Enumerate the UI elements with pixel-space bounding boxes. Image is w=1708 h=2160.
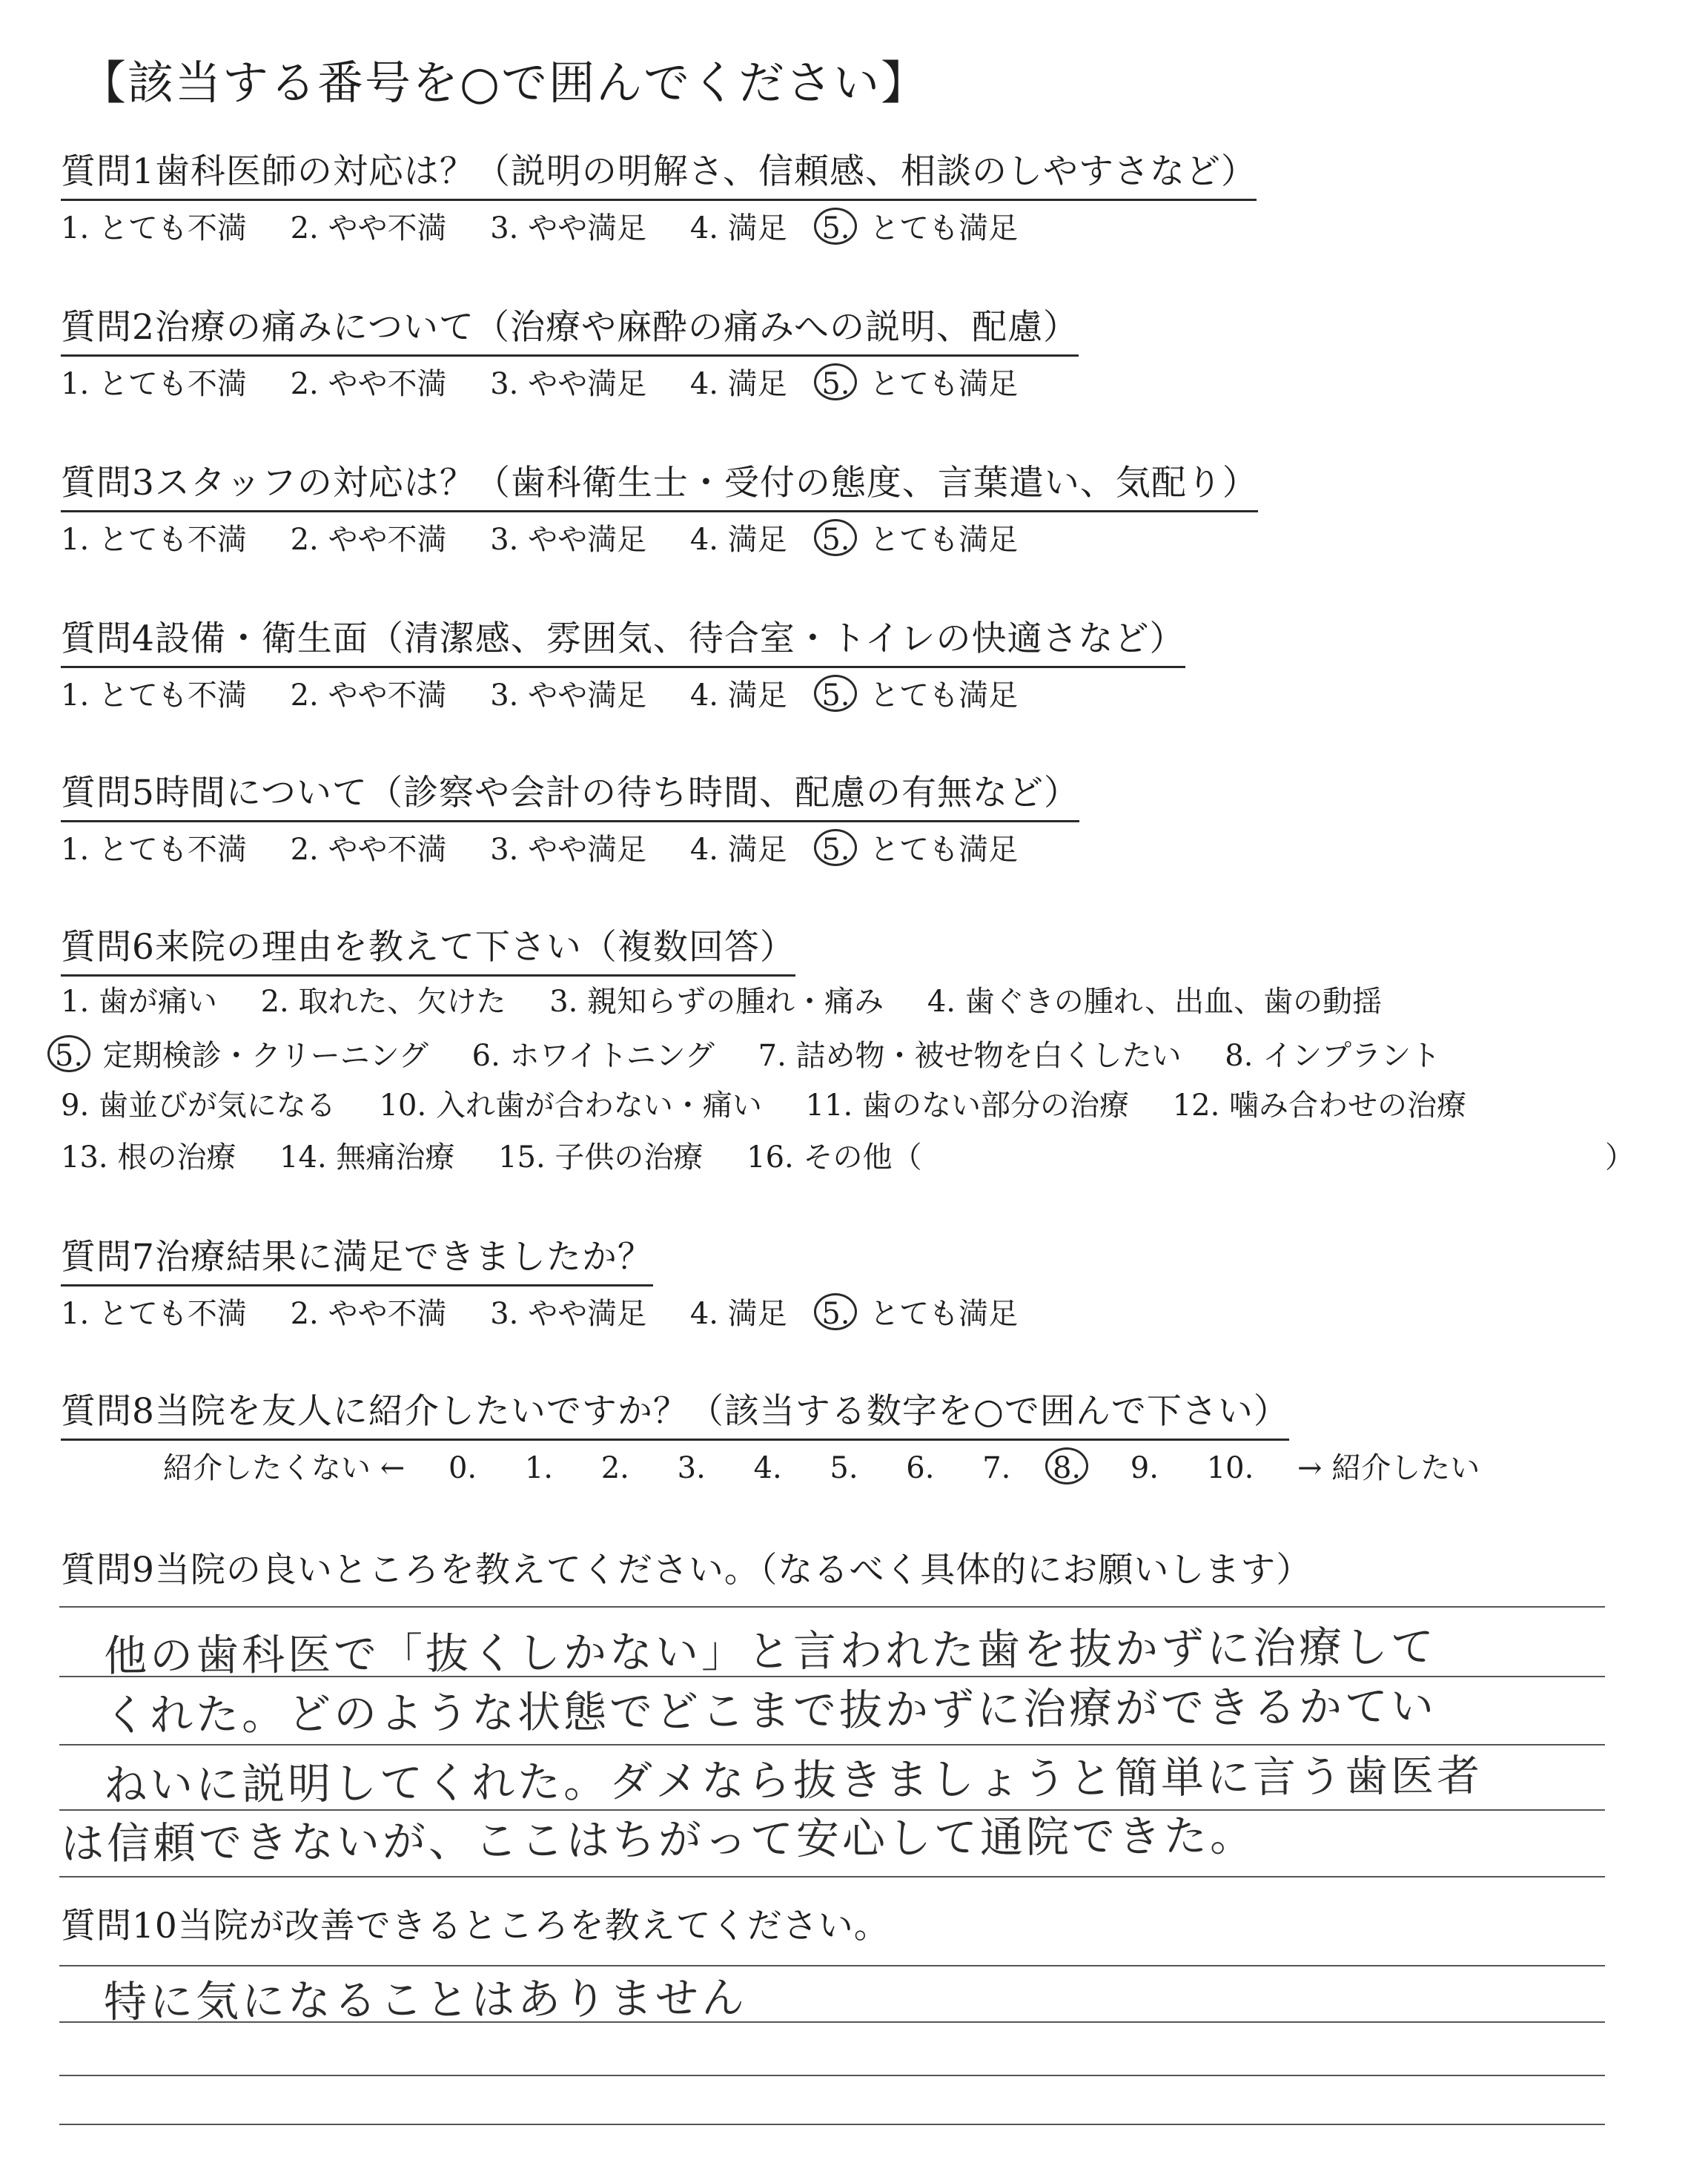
q10-answer-rule-4	[59, 2124, 1605, 2125]
q10-label: 質問10	[61, 1906, 178, 1946]
q1-option-5-label: とても満足	[870, 211, 1019, 245]
q5-heading	[61, 771, 1079, 822]
q3-option-1[interactable]: 1. とても不満	[61, 523, 247, 557]
q4-option-1[interactable]: 1. とても不満	[61, 678, 247, 713]
q8-right-label: → 紹介したい	[1297, 1451, 1480, 1485]
q8-heading	[61, 1390, 1289, 1441]
q8-label: 質問8	[61, 1391, 155, 1432]
q6-option-5-circled[interactable]: 5.	[47, 1035, 90, 1072]
q8-scale-1[interactable]: 1.	[524, 1451, 554, 1485]
q1-option-4[interactable]: 4. 満足	[689, 211, 787, 245]
q7-option-4[interactable]: 4. 満足	[689, 1297, 787, 1331]
q9-answer-line-2[interactable]: くれた。どのような状態でどこまで抜かずに治療ができるかてい	[103, 1680, 1437, 1741]
q8-text: 当院を友人に紹介したいですか？（該当する数字を○で囲んで下さい）	[154, 1391, 1289, 1432]
q8-scale-5[interactable]: 5.	[830, 1451, 858, 1485]
q3-text: スタッフの対応は？（歯科衛生士・受付の態度、言葉遣い、気配り）	[154, 463, 1258, 503]
q9-answer-line-4[interactable]: は信頼できないが、ここはちがって安心して通院できた。	[60, 1810, 1257, 1869]
q3-option-2[interactable]: 2. やや不満	[290, 523, 447, 557]
q6-option-13[interactable]: 13. 根の治療	[61, 1140, 236, 1175]
q6-options-line-3	[61, 1087, 1466, 1124]
q5-option-2[interactable]: 2. やや不満	[290, 833, 447, 867]
q7-options[interactable]	[61, 1293, 1018, 1332]
q4-option-4[interactable]: 4. 満足	[689, 678, 787, 713]
q1-options[interactable]	[61, 208, 1018, 247]
q9-heading	[61, 1542, 1311, 1592]
q6-label: 質問6	[61, 927, 155, 968]
q7-option-1[interactable]: 1. とても不満	[61, 1297, 247, 1331]
q3-option-4[interactable]: 4. 満足	[689, 523, 787, 557]
q6-text: 来院の理由を教えて下さい（複数回答）	[154, 927, 795, 968]
q6-option-9[interactable]: 9. 歯並びが気になる	[61, 1089, 336, 1123]
q7-option-2[interactable]: 2. やや不満	[290, 1297, 447, 1331]
q2-option-5-label: とても満足	[870, 367, 1019, 401]
q2-heading	[61, 305, 1079, 357]
q2-option-1[interactable]: 1. とても不満	[61, 367, 247, 401]
q5-text: 時間について（診察や会計の待ち時間、配慮の有無など）	[154, 773, 1079, 813]
q1-text: 歯科医師の対応は？（説明の明解さ、信頼感、相談のしやすさなど）	[154, 151, 1257, 192]
q9-text: 当院の良いところを教えてください。（なるべく具体的にお願いします）	[154, 1550, 1312, 1591]
q6-option-5-label[interactable]: 定期検診・クリーニング	[102, 1039, 428, 1073]
q7-option-5-label: とても満足	[870, 1297, 1019, 1331]
q8-scale-3[interactable]: 3.	[677, 1451, 706, 1485]
q5-option-5-label: とても満足	[870, 833, 1019, 867]
q8-scale-9[interactable]: 9.	[1130, 1451, 1159, 1485]
q10-heading	[61, 1898, 890, 1948]
q1-option-2[interactable]: 2. やや不満	[290, 211, 447, 245]
q6-other-close-paren: ）	[1605, 1140, 1635, 1175]
q10-answer-rule-3	[59, 2075, 1605, 2076]
q8-scale-2[interactable]: 2.	[600, 1451, 629, 1485]
q6-option-1[interactable]: 1. 歯が痛い	[61, 985, 217, 1019]
q6-options-line-4	[61, 1139, 921, 1176]
q1-label: 質問1	[61, 151, 155, 192]
q4-label: 質問4	[61, 618, 155, 659]
q8-scale-0[interactable]: 0.	[448, 1451, 477, 1485]
q3-option-3[interactable]: 3. やや満足	[490, 523, 647, 557]
q6-options-line-2	[47, 1035, 1440, 1074]
q4-heading	[61, 617, 1185, 668]
q6-option-10[interactable]: 10. 入れ歯が合わない・痛い	[379, 1089, 762, 1123]
q6-option-15[interactable]: 15. 子供の治療	[498, 1140, 704, 1175]
q4-option-2[interactable]: 2. やや不満	[290, 678, 447, 713]
q4-text: 設備・衛生面（清潔感、雰囲気、待合室・トイレの快適さなど）	[154, 618, 1185, 659]
q9-answer-line-1[interactable]: 他の歯科医で「抜くしかない」と言われた歯を抜かずに治療して	[103, 1621, 1437, 1682]
q7-option-5-circled[interactable]: 5.	[814, 1293, 857, 1330]
q1-option-3[interactable]: 3. やや満足	[490, 211, 647, 245]
q9-answer-rule-1	[59, 1606, 1605, 1608]
q8-left-label: 紹介したくない ←	[163, 1451, 406, 1485]
q6-option-14[interactable]: 14. 無痛治療	[279, 1140, 455, 1175]
q1-option-1[interactable]: 1. とても不満	[61, 211, 247, 245]
q5-option-1[interactable]: 1. とても不満	[61, 833, 247, 867]
q7-option-3[interactable]: 3. やや満足	[490, 1297, 647, 1331]
q4-option-3[interactable]: 3. やや満足	[490, 678, 647, 713]
q3-option-5-circled[interactable]: 5.	[814, 519, 857, 556]
q2-option-5-circled[interactable]: 5.	[814, 363, 857, 400]
q6-options-line-1	[61, 983, 1382, 1020]
q6-option-2[interactable]: 2. 取れた、欠けた	[260, 985, 506, 1019]
q6-option-7[interactable]: 7. 詰め物・被せ物を白くしたい	[758, 1039, 1182, 1073]
q2-option-2[interactable]: 2. やや不満	[290, 367, 447, 401]
q6-heading	[61, 925, 795, 977]
q4-options[interactable]	[61, 675, 1018, 714]
q8-scale-10[interactable]: 10.	[1206, 1451, 1254, 1485]
q3-options[interactable]	[61, 519, 1018, 558]
q6-option-6[interactable]: 6. ホワイトニング	[471, 1039, 715, 1073]
page-title: 【該当する番号を○で囲んでください】	[80, 56, 929, 110]
q6-option-11[interactable]: 11. 歯のない部分の治療	[805, 1089, 1129, 1123]
q5-options[interactable]	[61, 829, 1018, 868]
q5-label: 質問5	[61, 773, 155, 813]
q2-option-3[interactable]: 3. やや満足	[490, 367, 647, 401]
q8-scale-8-circled[interactable]: 8.	[1045, 1447, 1088, 1484]
q3-label: 質問3	[61, 463, 155, 503]
q2-option-4[interactable]: 4. 満足	[689, 367, 787, 401]
q5-option-5-circled[interactable]: 5.	[814, 829, 857, 866]
q9-answer-line-3[interactable]: ねいに説明してくれた。ダメなら抜きましょうと簡単に言う歯医者	[103, 1750, 1483, 1811]
q4-option-5-label: とても満足	[870, 678, 1019, 713]
q2-options[interactable]	[61, 363, 1018, 403]
q4-option-5-circled[interactable]: 5.	[814, 675, 857, 712]
q7-heading	[61, 1235, 653, 1287]
q8-scale-7[interactable]: 7.	[982, 1451, 1011, 1485]
q6-option-3[interactable]: 3. 親知らずの腫れ・痛み	[549, 985, 884, 1019]
q8-scale-4[interactable]: 4.	[753, 1451, 782, 1485]
q9-answer-rule-5	[59, 1876, 1605, 1877]
q2-label: 質問2	[61, 307, 155, 348]
q6-option-4[interactable]: 4. 歯ぐきの腫れ、出血、歯の動揺	[927, 985, 1383, 1019]
q3-option-5-label: とても満足	[870, 523, 1019, 557]
q5-option-3[interactable]: 3. やや満足	[490, 833, 647, 867]
q7-text: 治療結果に満足できましたか？	[154, 1237, 653, 1278]
q6-option-12[interactable]: 12. 噛み合わせの治療	[1172, 1089, 1467, 1123]
q10-answer-line-1[interactable]: 特に気になることはありません	[103, 1972, 748, 2028]
q1-heading	[61, 150, 1257, 201]
q6-option-16[interactable]: 16. その他（	[747, 1140, 922, 1175]
q5-option-4[interactable]: 4. 満足	[689, 833, 787, 867]
q8-scale	[163, 1447, 1480, 1487]
q8-scale-6[interactable]: 6.	[906, 1451, 935, 1485]
q6-option-8[interactable]: 8. インプラント	[1225, 1039, 1441, 1073]
q2-text: 治療の痛みについて（治療や麻酔の痛みへの説明、配慮）	[154, 307, 1079, 348]
q9-label: 質問9	[61, 1550, 155, 1591]
q10-text: 当院が改善できるところを教えてください。	[177, 1906, 890, 1946]
q7-label: 質問7	[61, 1237, 155, 1278]
q1-option-5-circled[interactable]: 5.	[814, 208, 857, 245]
q3-heading	[61, 461, 1258, 512]
